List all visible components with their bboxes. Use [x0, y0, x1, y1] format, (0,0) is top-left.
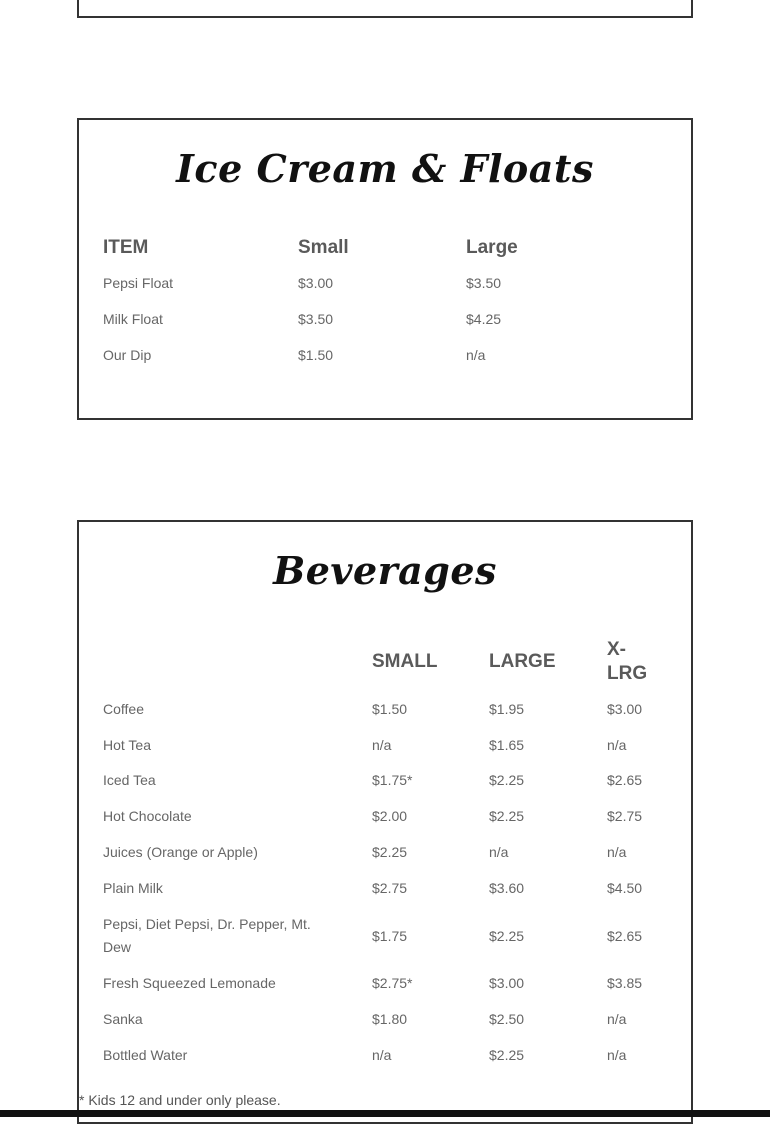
- price-large: $4.25: [466, 311, 502, 327]
- item-name: Hot Tea: [103, 737, 151, 753]
- price-small: $3.00: [298, 275, 334, 291]
- price-small: $1.80: [372, 1011, 408, 1027]
- price-large: n/a: [466, 347, 486, 363]
- price-xlrg: n/a: [607, 1011, 627, 1027]
- price-xlrg: n/a: [607, 844, 627, 860]
- price-small: n/a: [372, 737, 392, 753]
- bev-header-small: SMALL: [372, 651, 438, 672]
- price-large: $2.25: [489, 808, 525, 824]
- price-small: $3.50: [298, 311, 334, 327]
- ice-header-small: Small: [298, 237, 349, 258]
- item-name: Milk Float: [103, 311, 163, 327]
- ice-header-large: Large: [466, 237, 518, 258]
- price-xlrg: n/a: [607, 1047, 627, 1063]
- bev-header-xlrg: X-LRG: [607, 639, 648, 684]
- price-large: $3.60: [489, 880, 525, 896]
- price-large: $2.25: [489, 1047, 525, 1063]
- price-xlrg: $3.85: [607, 975, 643, 991]
- price-large: $2.25: [489, 772, 525, 788]
- price-large: $1.65: [489, 737, 525, 753]
- price-xlrg: $2.65: [607, 928, 643, 944]
- ice-cream-title: Ice Cream & Floats: [176, 146, 594, 191]
- price-small: $1.75: [372, 928, 408, 944]
- price-small: $1.50: [298, 347, 334, 363]
- price-large: $2.25: [489, 928, 525, 944]
- item-name: Coffee: [103, 701, 144, 717]
- item-name: Hot Chocolate: [103, 808, 192, 824]
- item-name: Pepsi Float: [103, 275, 174, 291]
- previous-menu-section: [77, 0, 693, 18]
- price-small: n/a: [372, 1047, 392, 1063]
- item-name: Pepsi, Diet Pepsi, Dr. Pepper, Mt. Dew: [103, 916, 311, 955]
- price-small: $2.00: [372, 808, 408, 824]
- price-xlrg: n/a: [607, 737, 627, 753]
- kids-footnote: * Kids 12 and under only please.: [79, 1092, 281, 1108]
- price-large: $2.50: [489, 1011, 525, 1027]
- price-xlrg: $2.65: [607, 772, 643, 788]
- item-name: Juices (Orange or Apple): [103, 844, 258, 860]
- item-name: Plain Milk: [103, 880, 163, 896]
- price-large: n/a: [489, 844, 509, 860]
- price-xlrg: $3.00: [607, 701, 643, 717]
- item-name: Our Dip: [103, 347, 152, 363]
- bev-header-large: LARGE: [489, 651, 556, 672]
- price-xlrg: $4.50: [607, 880, 643, 896]
- price-large: $1.95: [489, 701, 525, 717]
- price-small: $1.50: [372, 701, 408, 717]
- item-name: Bottled Water: [103, 1047, 188, 1063]
- bottom-bar: [0, 1110, 770, 1117]
- price-small: $1.75*: [372, 772, 413, 788]
- ice-header-item: ITEM: [103, 237, 149, 258]
- price-small: $2.75*: [372, 975, 413, 991]
- price-large: $3.50: [466, 275, 502, 291]
- price-xlrg: $2.75: [607, 808, 643, 824]
- item-name: Sanka: [103, 1011, 143, 1027]
- ice-cream-section: [77, 118, 693, 420]
- price-small: $2.25: [372, 844, 408, 860]
- beverages-title: Beverages: [273, 548, 497, 593]
- price-small: $2.75: [372, 880, 408, 896]
- item-name: Fresh Squeezed Lemonade: [103, 975, 276, 991]
- beverages-section: [77, 520, 693, 1124]
- price-large: $3.00: [489, 975, 525, 991]
- item-name: Iced Tea: [103, 772, 156, 788]
